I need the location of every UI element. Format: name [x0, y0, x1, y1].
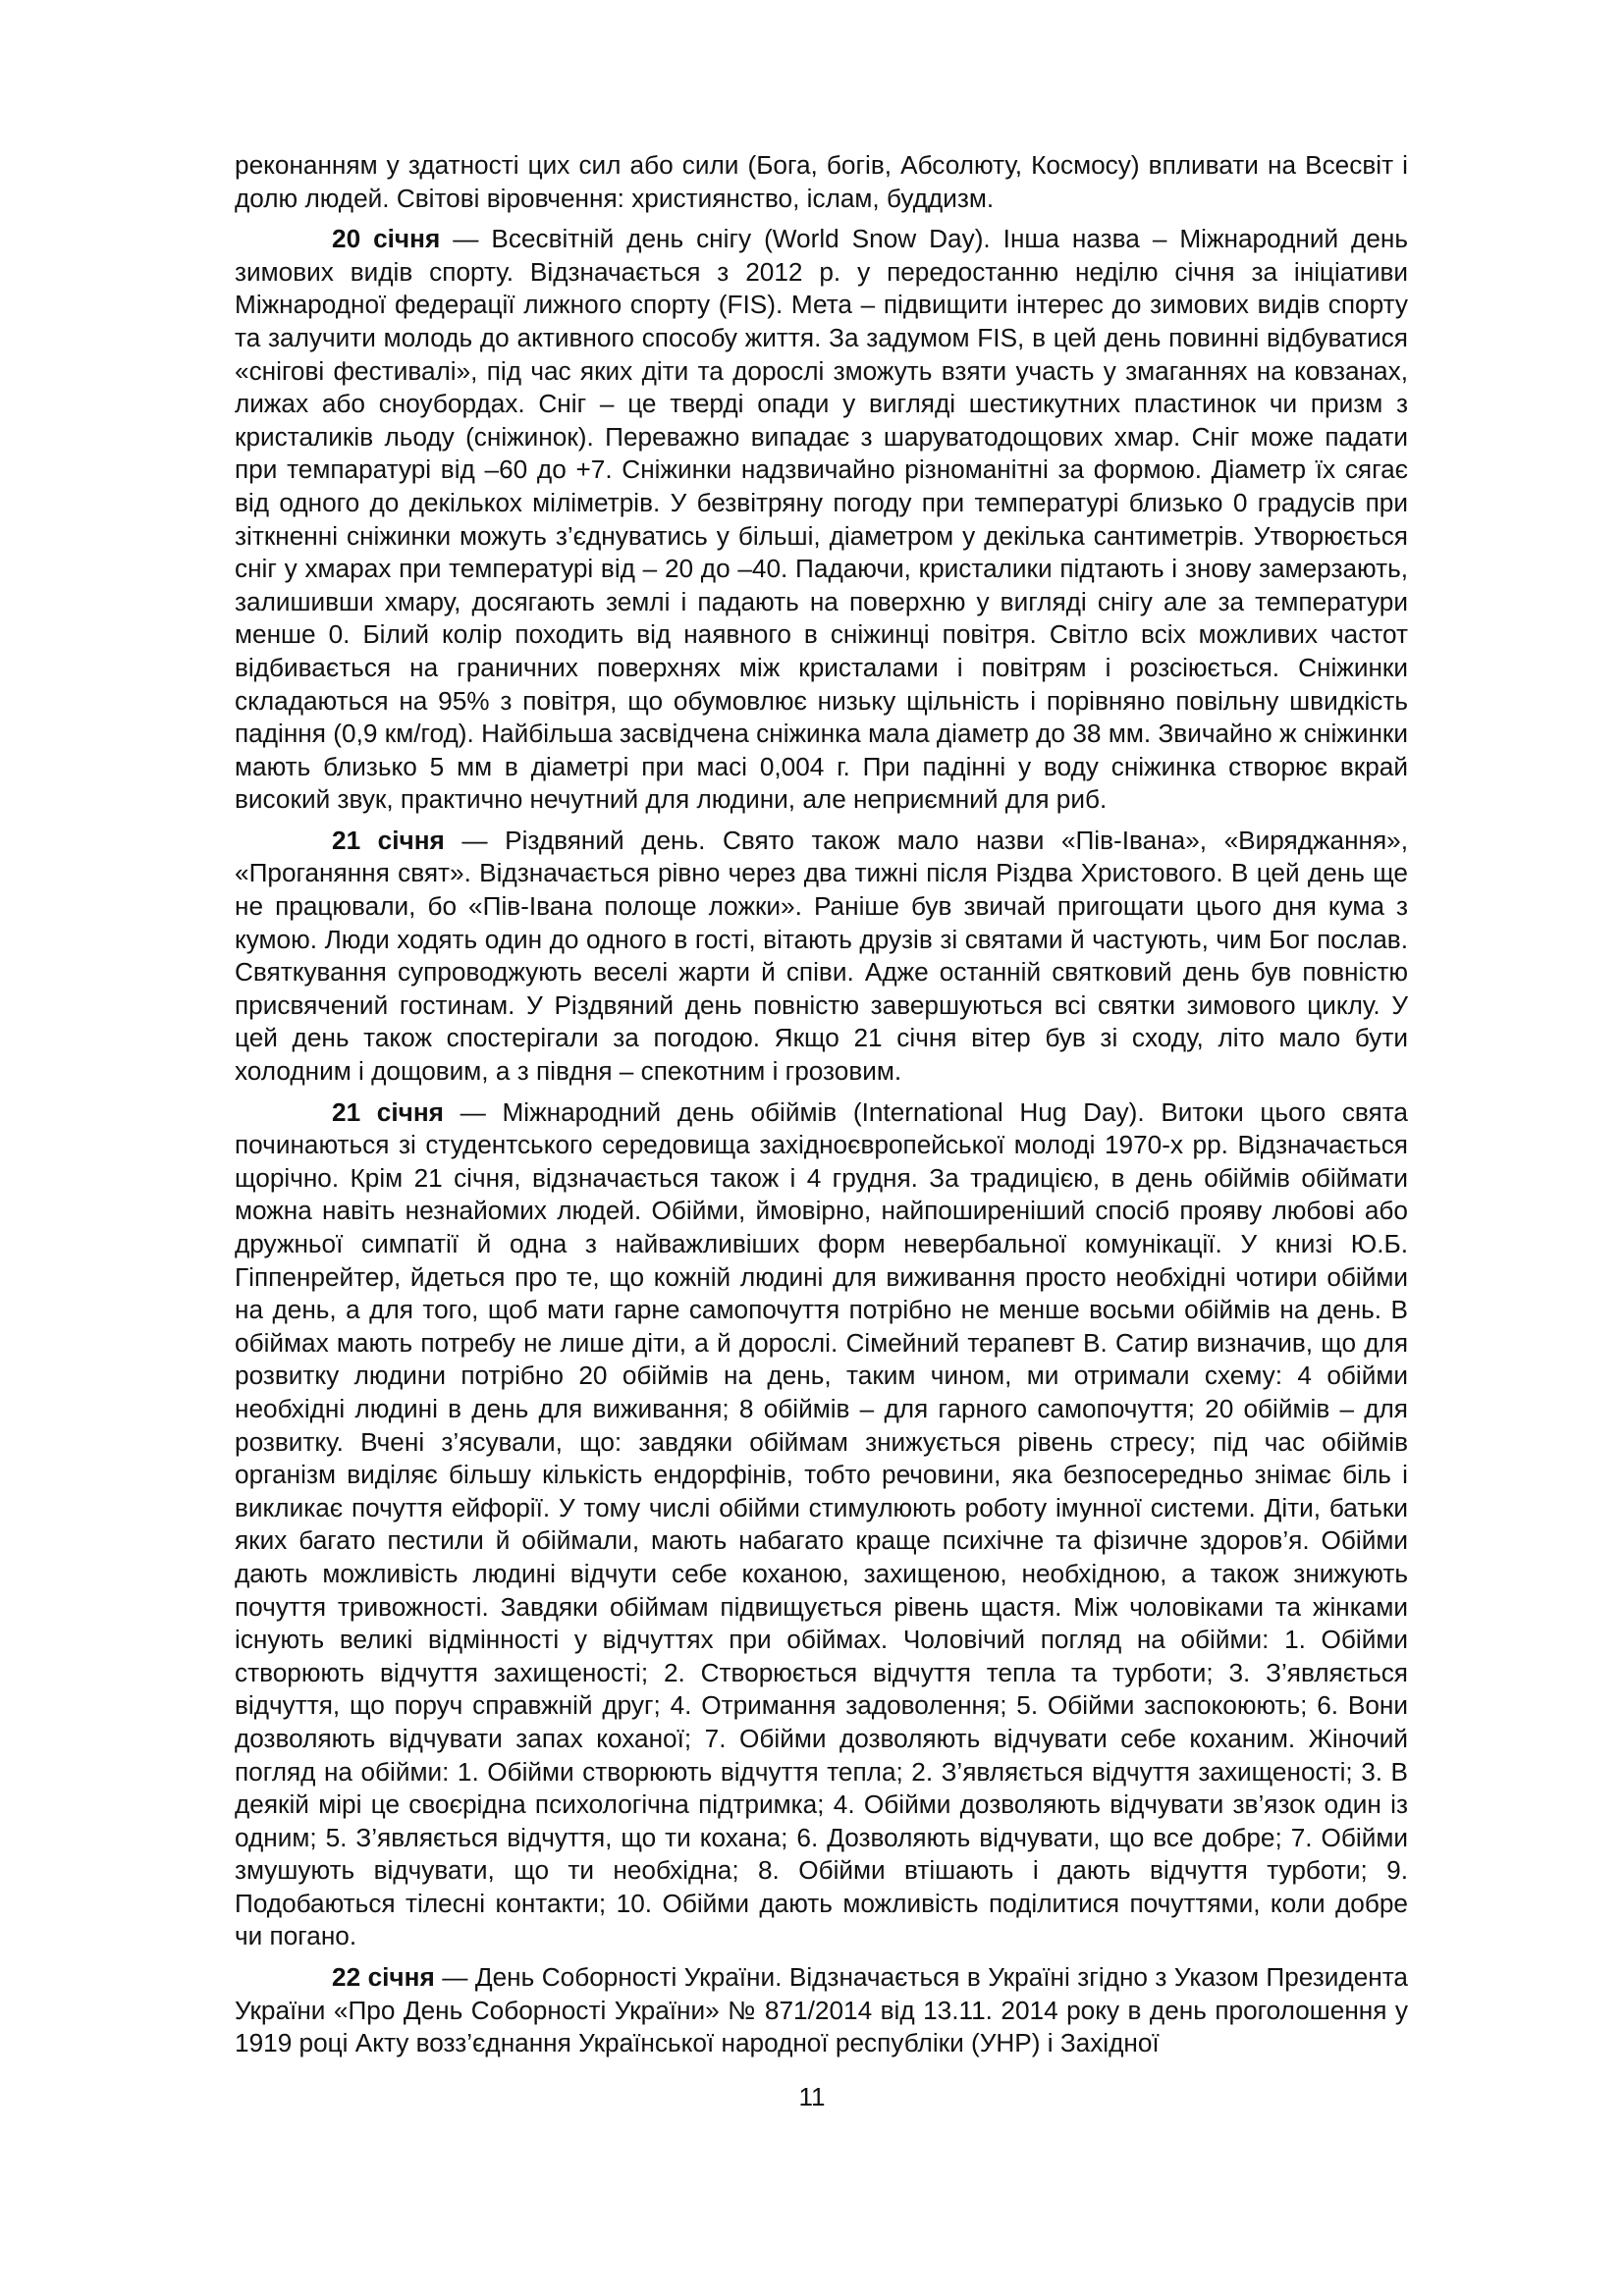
entry-date: 22 січня	[332, 1962, 435, 1993]
entry-date: 21 січня	[332, 825, 445, 855]
page-body	[235, 149, 1408, 2068]
page-number: 11	[798, 2082, 826, 2111]
entry-paragraph	[235, 1096, 1408, 1953]
entry-date: 20 січня	[332, 224, 441, 254]
entry-text: — Різдвяний день. Свято також мало назви «Пів-Івана», «Виряджання», «Проганяння свят». Відзначається рівно через два тижні після Різдва Христового. В цей день ще не працювали, бо «Пів-Івана полоще ложки». Раніше був звичай пригощати цього дня кума з кумою. Люди ходять один до одного в гості, вітають друзів зі святами й частують, чим Бог послав. Святкування супроводжують веселі жарти й співи. Адже останній святковий день був повністю присвячений гостинам. У Різдвяний день повністю завершуються всі святки зимового циклу. У цей день також спостерігали за погодою. Якщо 21 січня вітер був зі сходу, літо мало бути холодним і дощовим, а з півдня – спекотним і грозовим.	[235, 825, 1409, 1087]
entry-paragraph	[235, 825, 1408, 1089]
intro-paragraph: реконанням у здатності цих сил або сили (Бога, богів, Абсолюту, Космосу) впливати на Всесвіт і долю людей. Світові віровчення: християнство, іслам, буддизм.	[235, 150, 1408, 213]
entry-text: — День Соборності України. Відзначається в Україні згідно з Указом Президента України «Про День Соборності України» № 871/2014 від 13.11. 2014 року в день проголошення у 1919 році Акту возз’єднання Української народної республіки (УНР) і Західної	[235, 1962, 1408, 2058]
entry-text: — Міжнародний день обіймів (International Hug Day). Витоки цього свята починаються зі студентського середовища західноєвропейської молоді 1970-х рр. Відзначається щорічно. Крім 21 січня, відзначається також і 4 грудня. За традицією, в день обіймів обіймати можна навіть незнайомих людей. Обійми, ймовірно, найпоширеніший спосіб прояву любові або дружньої симпатії й одна з найважливіших форм невербальної комунікації. У книзі Ю.Б. Гіппенрейтер, йдеться про те, що кожній людині для виживання просто необхідні чотири обійми на день, а для того, щоб мати гарне самопочуття потрібно не менше восьми обіймів на день. В обіймах мають потребу не лише діти, а й дорослі. Сімейний терапевт В. Сатир визначив, що для розвитку людини потрібно 20 обіймів на день, таким чином, ми отримали схему: 4 обійми необхідні людині в день для виживання; 8 обіймів – для гарного самопочуття; 20 обіймів – для розвитку. Вчені з’ясували, що: завдяки обіймам знижується рівень стресу; під час обіймів організм виділяє більшу кількість ендорфінів, тобто речовини, яка безпосередньо знімає біль і викликає почуття ейфорії. У тому числі обійми стимулюють роботу імунної системи. Діти, батьки яких багато пестили й обіймали, мають набагато краще психічне та фізичне здоров’я. Обійми дають можливість людині відчути себе коханою, захищеною, необхідною, а також знижують почуття тривожності. Завдяки обіймам підвищується рівень щастя. Між чоловіками та жінками існують великі відмінності у відчуттях при обіймах. Чоловічий погляд на обійми: 1. Обійми створюють відчуття захищеності; 2. Створюється відчуття тепла та турботи; 3. З’являється відчуття, що поруч справжній друг; 4. Отримання задоволення; 5. Обійми заспокоюють; 6. Вони дозволяють відчувати запах коханої; 7. Обійми дозволяють відчувати себе коханим. Жіночий погляд на обійми: 1. Обійми створюють відчуття тепла; 2. З’являється відчуття захищеності; 3. В деякій мірі це своєрідна психологічна підтримка; 4. Обійми дозволяють відчувати зв’язок один із одним; 5. З’являється відчуття, що ти кохана; 6. Дозволяють відчувати, що все добре; 7. Обійми змушують відчувати, що ти необхідна; 8. Обійми втішають і дають відчуття турботи; 9. Подобаються тілесні контакти; 10. Обійми дають можливість поділитися почуттями, коли добре чи погано.	[235, 1096, 1408, 1951]
entry-paragraph	[235, 1961, 1408, 2060]
entry-paragraph	[235, 223, 1408, 817]
entry-text: — Всесвітній день снігу (World Snow Day). Інша назва – Міжнародний день зимових видів спорту. Відзначається з 2012 р. у передостанню неділю січня за ініціативи Міжнародної федерації лижного спорту (FIS). Мета – підвищити інтерес до зимових видів спорту та залучити молодь до активного способу життя. За задумом FIS, в цей день повинні відбуватися «снігові фестивалі», під час яких діти та дорослі зможуть взяти участь у змаганнях на ковзанах, лижах або сноубордах. Сніг – це тверді опади у вигляді шестикутних пластинок чи призм з кристаликів льоду (сніжинок). Переважно випадає з шаруватодощових хмар. Сніг може падати при темпаратурі від –60 до +7. Сніжинки надзвичайно різноманітні за формою. Діаметр їх сягає від одного до декількох міліметрів. У безвітряну погоду при температурі близько 0 градусів при зіткненні сніжинки можуть з’єднуватись у більші, діаметром у декілька сантиметрів. Утворюється сніг у хмарах при температурі від – 20 до –40. Падаючи, кристалики підтають і знову замерзають, залишивши хмару, досягають землі і падають на поверхню у вигляді снігу але за температури менше 0. Білий колір походить від наявного в сніжинці повітря. Світло всіх можливих частот відбивається на граничних поверхнях між кристалами і повітрям і розсіюється. Сніжинки складаються на 95% з повітря, що обумовлює низьку щільність і порівняно повільну швидкість падіння (0,9 км/год). Найбільша засвідчена сніжинка мала діаметр до 38 мм. Звичайно ж сніжинки мають близько 5 мм в діаметрі при масі 0,004 г. При падінні у воду сніжинка створює вкрай високий звук, практично нечутний для людини, але неприємний для риб.	[235, 224, 1408, 815]
entry-date: 21 січня	[332, 1096, 444, 1127]
